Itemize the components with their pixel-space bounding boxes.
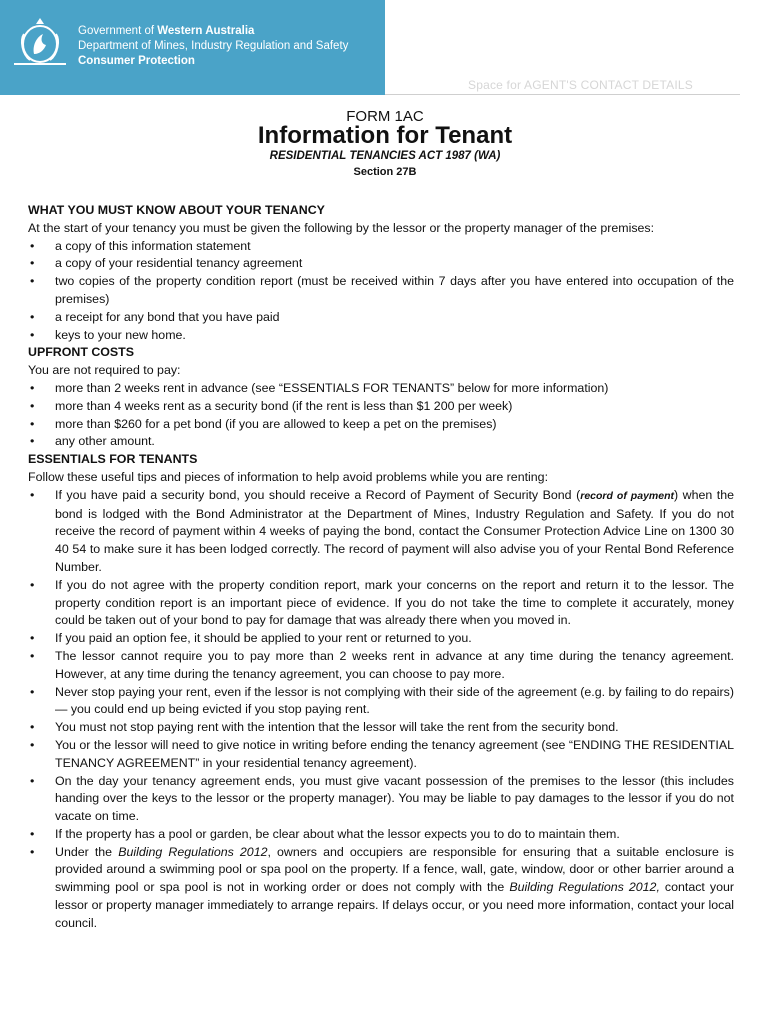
list-item [28,737,734,773]
list-item-text: more than 2 weeks rent in advance (see “ESSENTIALS FOR TENANTS” below for more information) [55,380,609,395]
list-item [28,719,734,737]
list-item-text: If you paid an option fee, it should be applied to your rent or returned to you. [55,631,472,646]
agent-divider [385,94,740,95]
gov-state: Western Australia [157,25,255,37]
list-item [28,433,734,451]
list-item-text: You or the lessor will need to give notice in writing before ending the tenancy agreement (see “ENDING THE RESIDENTIAL TENANCY AGREEMENT” in your residential tenancy agreement). [55,737,734,770]
section-reference: Section 27B [353,166,417,178]
bullet-icon: • [30,737,35,752]
list-item-text: On the day your tenancy agreement ends, you must give vacant possession of the premises to the lessor (this includes handing over the keys to the lessor or the property manager). You may be liable to pay damages to the lessor if you do not vacate on time. [55,773,734,824]
crest-logo-icon [10,14,70,68]
bullet-icon: • [30,631,35,646]
list-item-text: If the property has a pool or garden, be clear about what the lessor expects you to do to maintain them. [55,826,620,841]
list-item-text: any other amount. [55,434,155,449]
list-item-text: keys to your new home. [55,327,186,342]
bullet-icon: • [30,577,35,592]
act-reference: RESIDENTIAL TENANCIES ACT 1987 (WA) [269,150,501,162]
bullet-icon: • [30,434,35,449]
bullet-icon: • [30,256,35,271]
bullet-icon: • [30,416,35,431]
bullet-icon: • [30,773,35,788]
list-item-text: The lessor cannot require you to pay more than 2 weeks rent in advance at any time during the tenancy agreement. However, at any time during the tenancy agreement, you can choose to pay more. [55,648,734,681]
bullet-icon: • [30,327,35,342]
essentials-heading: ESSENTIALS FOR TENANTS [28,452,198,467]
list-item-text: more than $260 for a pet bond (if you are allowed to keep a pet on the premises) [55,416,497,431]
list-item [28,487,734,577]
list-item-text: If you do not agree with the property condition report, mark your concerns on the report and return it to the lessor. The property condition report is an important piece of evidence. If you do not take the time to complete it accurately, money could be taken out of your bond to pay for damage that was already there when you moved in. [55,577,734,628]
upfront-heading: UPFRONT COSTS [28,345,135,360]
list-item [28,238,734,256]
header-banner [0,0,385,95]
list-item [28,826,734,844]
list-item-text: a receipt for any bond that you have paid [55,309,280,324]
list-item [28,273,734,309]
list-item [28,648,734,684]
pool-italic-2: Building Regulations 2012, [509,880,660,895]
essentials-intro: Follow these useful tips and pieces of information to help avoid problems while you are renting: [28,469,549,484]
list-item-text: Never stop paying your rent, even if the lessor is not complying with their side of the agreement (e.g. by failing to do repairs) — you could end up being evicted if you stop paying rent. [55,684,734,717]
document-body [28,202,734,933]
division-line: Consumer Protection [78,55,195,67]
list-item [28,327,734,345]
form-number: FORM 1AC [346,108,424,125]
list-item [28,255,734,273]
pool-text-3: contact your lessor or property manager immediately to arrange repairs. If delays occur, or you need more information, contact your local council. [55,880,734,930]
gov-prefix: Government of [78,25,158,37]
bullet-icon: • [30,844,35,859]
list-item [28,773,734,826]
bullet-icon: • [30,684,35,699]
bond-italic: record of payment [580,489,674,502]
bullet-icon: • [30,487,35,502]
list-item [28,398,734,416]
tenancy-list [28,238,734,345]
bullet-icon: • [30,826,35,841]
department-name [78,24,348,69]
list-item [28,416,734,434]
bullet-icon: • [30,398,35,413]
list-item-text: You must not stop paying rent with the intention that the lessor will take the rent from the security bond. [55,720,619,735]
pool-text-1: Under the [55,844,119,859]
list-item [28,577,734,630]
pool-italic-1: Building Regulations 2012 [118,844,268,859]
tenancy-intro: At the start of your tenancy you must be given the following by the lessor or the property manager of the premises: [28,220,655,235]
list-item-text: more than 4 weeks rent as a security bond (if the rent is less than $1 200 per week) [55,398,513,413]
page-title: Information for Tenant [257,122,513,149]
bond-text-2: ) when the bond is lodged with the Bond Administrator at the Department of Mines, Industry Regulation and Safety. If you do not receive the record of payment within 4 weeks of paying the bond, contact the Consumer Protection Advice Line on 1300 30 40 54 to make sure it has been lodged correctly. The record of payment will also advise you of your Rental Bond Reference Number. [55,487,735,574]
bullet-icon: • [30,648,35,663]
pool-text-2: , owners and occupiers are responsible for ensuring that a suitable enclosure is provided around a swimming pool or spa pool on the property. If a fence, wall, gate, window, door or other barrier around a swimming pool or spa pool is not in working order or does not comply with the [55,844,734,895]
list-item [28,309,734,327]
bullet-icon: • [30,274,35,289]
department-line: Department of Mines, Industry Regulation and Safety [78,40,349,52]
list-item-text: a copy of this information statement [55,238,251,253]
list-item [28,380,734,398]
essentials-list [28,487,734,933]
bullet-icon: • [30,238,35,253]
tenancy-heading: WHAT YOU MUST KNOW ABOUT YOUR TENANCY [28,203,325,217]
upfront-list [28,380,734,451]
bullet-icon: • [30,720,35,735]
upfront-intro: You are not required to pay: [28,363,181,378]
agent-contact-placeholder: Space for AGENT'S CONTACT DETAILS [468,78,693,92]
list-item-text: a copy of your residential tenancy agreement [55,256,303,271]
bullet-icon: • [30,309,35,324]
list-item [28,630,734,648]
list-item [28,684,734,720]
bullet-icon: • [30,380,35,395]
list-item [28,844,734,933]
bond-text-1: If you have paid a security bond, you should receive a Record of Payment of Security Bond ( [55,487,581,502]
list-item-text: two copies of the property condition report (must be received within 7 days after you have entered into occupation of the premises) [55,274,734,306]
